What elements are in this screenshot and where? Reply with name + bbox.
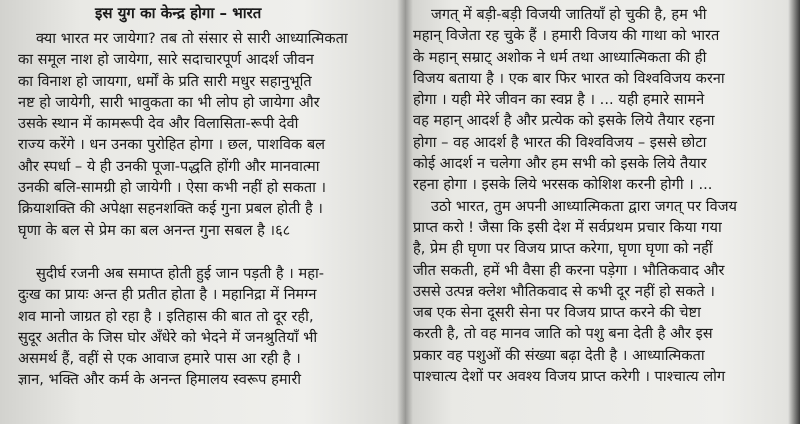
text-line: नष्ट हो जायेगी, सारी भावुकता का भी लोप हो जायेगा और xyxy=(18,93,320,111)
text-line: होगा । यही मेरे जीवन का स्वप्न है । ... यही हमारे सामने xyxy=(413,91,705,109)
text-line: और स्पर्धा – ये ही उनकी पूजा-पद्धति होंगी और मानवात्मा xyxy=(18,157,320,175)
text-line: महान् विजेता रह चुके हैं । हमारी विजय की गाथा को भारत xyxy=(413,27,720,45)
text-line: उससे उत्पन्न क्लेश भौतिकवाद से कभी दूर नहीं हो सकते । xyxy=(413,282,715,300)
right-paragraph xyxy=(413,4,793,387)
text-line: उनकी बलि-सामग्री हो जायेगी । ऐसा कभी नहीं हो सकता । xyxy=(18,179,327,197)
text-line: होगा – वह आदर्श है भारत की विश्वविजय – इससे छोटा xyxy=(413,133,707,151)
text-line: विजय बताया है । एक बार फिर भारत को विश्वविजय करना xyxy=(413,69,725,87)
text-line: जब एक सेना दूसरी सेना पर विजय प्राप्त करने की चेष्टा xyxy=(413,304,701,322)
text-line: के महान् सम्राट् अशोक ने धर्म तथा आध्यात्मिकता की ही xyxy=(413,48,707,66)
text-line: क्या भारत मर जायेगा? तब तो संसार से सारी आध्यात्मिकता xyxy=(36,30,348,47)
text-line: प्राप्त करो ! जैसा कि इसी देश में सर्वप्रथम प्रचार किया गया xyxy=(413,218,722,236)
text-line: है, प्रेम ही घृणा पर विजय प्राप्त करेगा, घृणा घृणा को नहीं xyxy=(413,240,713,258)
text-line: दुःख का प्रायः अन्त ही प्रतीत होता है । महानिद्रा में निमग्न xyxy=(18,286,317,304)
text-line: का समूल नाश हो जायेगा, सारे सदाचारपूर्ण आदर्श जीवन xyxy=(18,51,314,69)
text-line: असमर्थ हैं, वहीं से एक आवाज हमारे पास आ रही है । xyxy=(18,350,301,368)
text-line: रहना होगा । इसके लिये भरसक कोशिश करनी होगी । ... xyxy=(413,176,713,194)
left-paragraph-2 xyxy=(18,263,398,391)
text-line: शव मानो जाग्रत हो रहा है । इतिहास की बात तो दूर रही, xyxy=(18,307,314,325)
chapter-heading: इस युग का केन्द्र होगा – भारत xyxy=(95,4,262,22)
text-line: सुदीर्घ रजनी अब समाप्त होती हुई जान पड़ती है । महा- xyxy=(36,265,325,282)
text-line: घृणा के बल से प्रेम का बल अनन्त गुना सबल है ।६८ xyxy=(18,221,291,239)
text-line: उसके स्थान में कामरूपी देव और विलासिता-रूपी देवी xyxy=(18,115,299,133)
text-line: प्रकार वह पशुओं की संख्या बढ़ा देती है । आध्यात्मिकता xyxy=(413,346,705,364)
text-line: वह महान् आदर्श है और प्रत्येक को इसके लिये तैयार रहना xyxy=(413,112,715,130)
right-page xyxy=(405,0,800,424)
text-line: सुदूर अतीत के जिस घोर अँधेरे को भेदने में जनश्रुतियाँ भी xyxy=(18,328,318,346)
text-line: जगत् में बड़ी-बड़ी विजयी जातियाँ हो चुकी है, हम भी xyxy=(431,6,707,23)
text-line: जीत सकती, हमें भी वैसा ही करना पड़ेगा । भौतिकवाद और xyxy=(413,261,725,279)
text-line: उठो भारत, तुम अपनी आध्यात्मिकता द्वारा जगत् पर विजय xyxy=(431,197,737,215)
text-line: का विनाश हो जायगा, धर्मों के प्रति सारी मधुर सहानुभूति xyxy=(18,72,312,90)
left-paragraph-1 xyxy=(18,28,398,241)
text-line: करती है, तो वह मानव जाति को पशु बना देती है और इस xyxy=(413,325,713,343)
text-line: राज्य करेंगे । धन उनका पुरोहित होगा । छल, पाशविक बल xyxy=(18,136,326,154)
text-line: ज्ञान, भक्ति और कर्म के अनन्त हिमालय स्वरूप हमारी xyxy=(18,371,302,389)
text-line: पाश्चात्य देशों पर अवश्य विजय प्राप्त करेगी । पाश्चात्य लोग xyxy=(413,368,726,386)
text-line: कोई आदर्श न चलेगा और हम सभी को इसके लिये तैयार xyxy=(413,155,707,173)
text-line: क्रियाशक्ति की अपेक्षा सहनशक्ति कई गुना प्रबल होती है । xyxy=(18,200,323,218)
